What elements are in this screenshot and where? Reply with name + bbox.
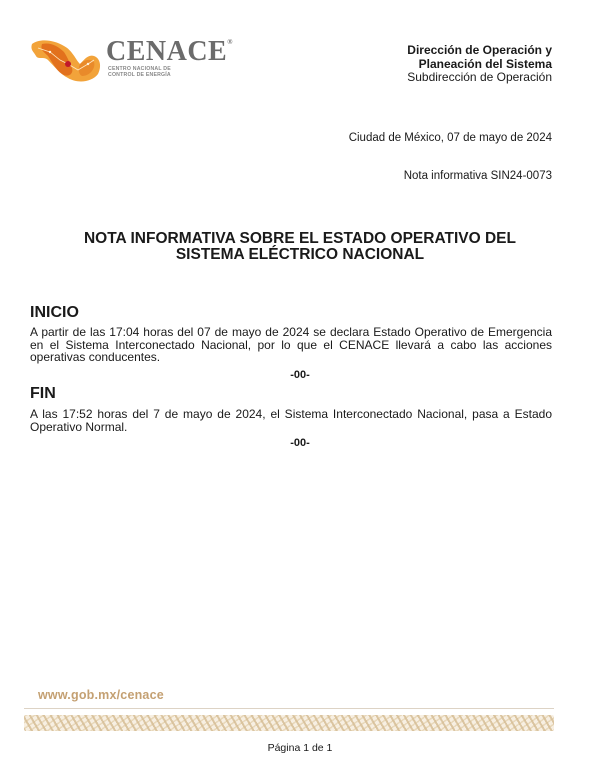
decorative-pattern-band [24, 715, 554, 731]
department-line-2: Planeación del Sistema [418, 56, 552, 71]
section-heading-fin: FIN [30, 385, 56, 402]
department-line-1: Dirección de Operación y [407, 43, 552, 57]
section-body-fin: A las 17:52 horas del 7 de mayo de 2024, el Sistema Interconectado Nacional, pasa a Estado Operativo Normal. [30, 407, 552, 434]
subdepartment: Subdirección de Operación [407, 70, 552, 84]
section-heading-inicio: INICIO [30, 304, 79, 321]
document-date: Ciudad de México, 07 de mayo de 2024 [348, 132, 552, 144]
note-id: Nota informativa SIN24-0073 [403, 170, 552, 182]
section-separator: -00- [290, 369, 310, 381]
mexico-map-logo-icon [28, 34, 104, 86]
footer-divider [24, 708, 554, 709]
document-title [0, 231, 600, 263]
section-separator: -00- [290, 437, 310, 449]
title-line-1: NOTA INFORMATIVA SOBRE EL ESTADO OPERATIVO DEL [83, 230, 516, 247]
title-line-2: SISTEMA ELÉCTRICO NACIONAL [175, 246, 425, 263]
cenace-logo [28, 34, 233, 86]
logo-subtitle: CENTRO NACIONAL DE CONTROL DE ENERGÍA [108, 66, 171, 78]
logo-wordmark: CENACE® [106, 36, 233, 67]
page-number: Página 1 de 1 [267, 742, 333, 754]
footer-url-link[interactable]: www.gob.mx/cenace [38, 688, 164, 702]
department-header [407, 44, 552, 85]
section-body-inicio: A partir de las 17:04 horas del 07 de mayo de 2024 se declara Estado Operativo de Emergencia en el Sistema Interconectado Nacional, por lo que el CENACE llevará a cabo las acciones operativas conducentes. [30, 325, 552, 364]
